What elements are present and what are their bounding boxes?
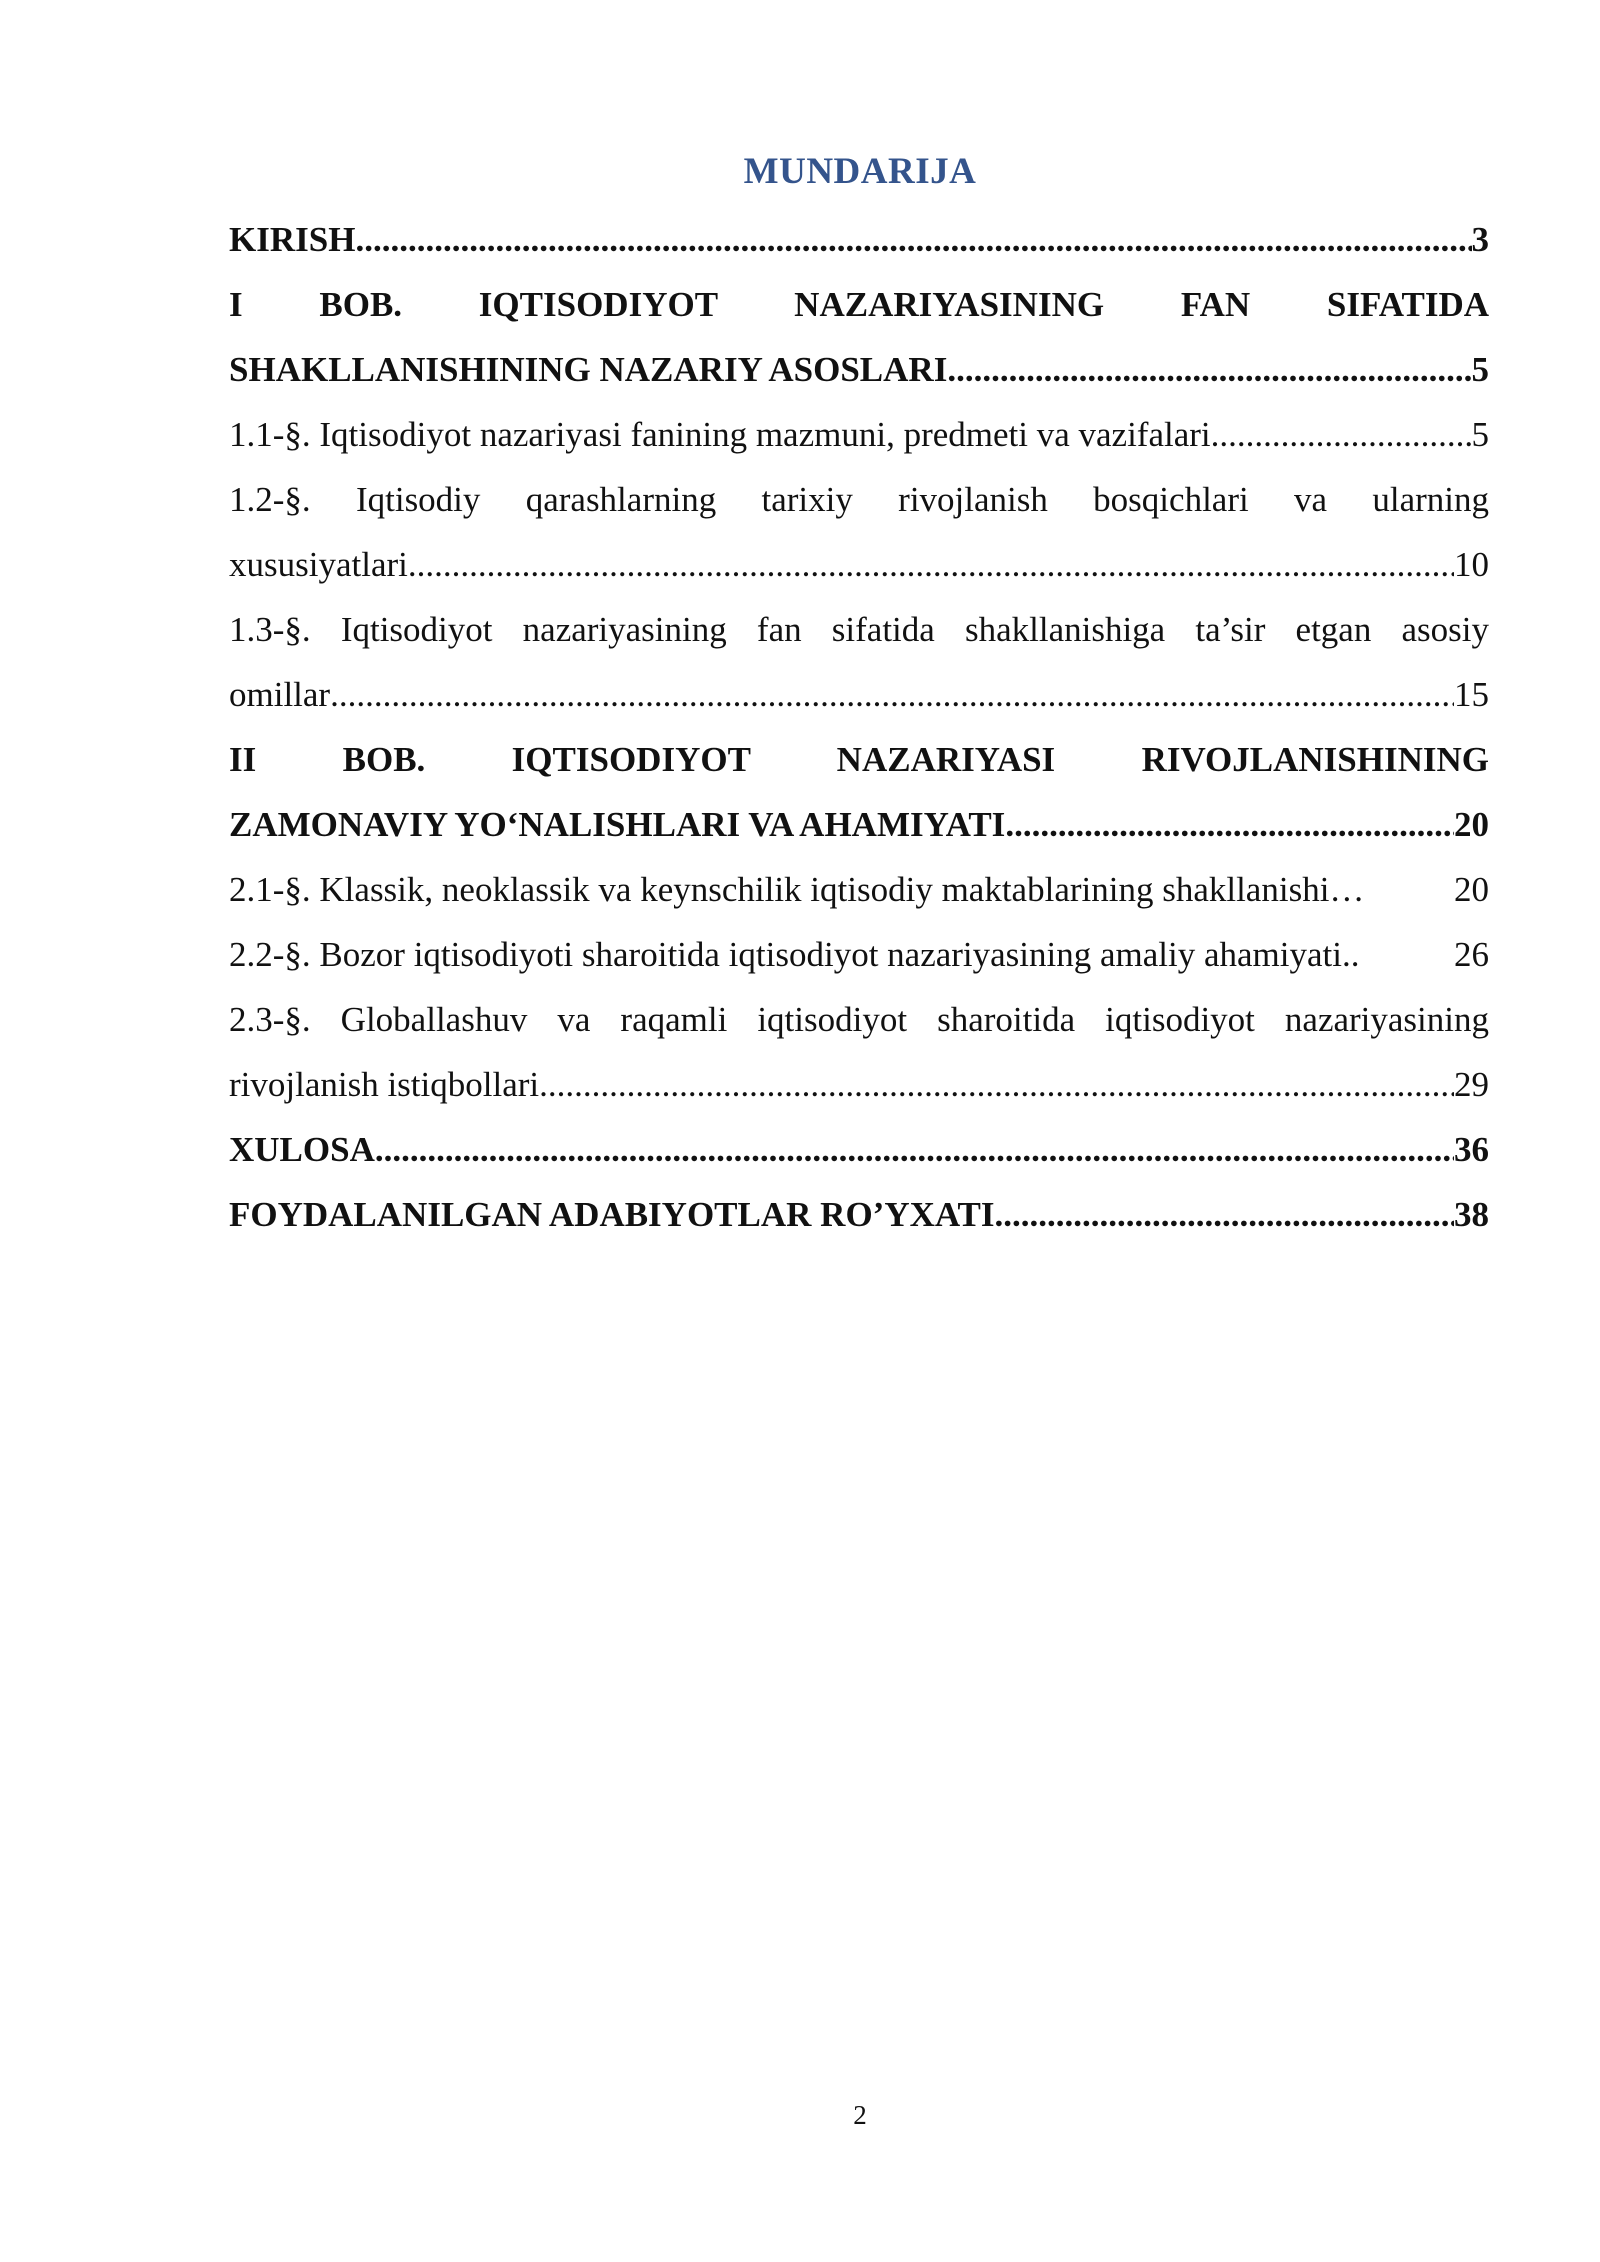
dot-leader [947, 337, 1471, 402]
toc-entry-title-line1: 2.3-§. Globallashuv va raqamli iqtisodiyot sharoitida iqtisodiyot nazariyasining [229, 1000, 1489, 1039]
toc-entry-line [229, 337, 1489, 402]
toc-entry-page: 5 [1471, 350, 1489, 389]
dot-leader [355, 207, 1471, 272]
toc-entry-page: 29 [1454, 1065, 1489, 1104]
toc-entry-page: 36 [1454, 1130, 1489, 1169]
toc-entry-title-line1: 1.2-§. Iqtisodiy qarashlarning tarixiy rivojlanish bosqichlari va ularning [229, 480, 1489, 519]
toc-entry-title-line2: rivojlanish istiqbollari [229, 1065, 540, 1104]
toc-entry-title-line1: I BOB. IQTISODIYOT NAZARIYASINING FAN SIFATIDA [229, 285, 1489, 324]
toc-entry-references[interactable] [229, 1182, 1489, 1247]
toc-entry-page: 5 [1471, 415, 1489, 454]
dot-leader [995, 1182, 1454, 1247]
toc-entry-page: 26 [1454, 935, 1489, 974]
toc-entry-line [229, 1052, 1489, 1117]
toc-entry-title-line2: xususiyatlari [229, 545, 408, 584]
toc-entry-line [229, 402, 1489, 467]
toc-entry-line [229, 857, 1489, 922]
toc-entry-title: 2.1-§. Klassik, neoklassik va keynschilik iqtisodiy maktablarining shakllanishi… [229, 870, 1365, 909]
toc-entry-title: FOYDALANILGAN ADABIYOTLAR RO’YXATI [229, 1195, 995, 1234]
toc-entry-page: 38 [1454, 1195, 1489, 1234]
toc-entry-section-2-2[interactable] [229, 922, 1489, 987]
toc-entry-title-line1: 1.3-§. Iqtisodiyot nazariyasining fan sifatida shakllanishiga ta’sir etgan asosiy [229, 610, 1489, 649]
toc-entry-page: 20 [1454, 805, 1489, 844]
toc-entry-xulosa[interactable] [229, 1117, 1489, 1182]
toc-entry-section-2-1[interactable] [229, 857, 1489, 922]
toc-entry-chapter-1[interactable] [229, 272, 1489, 402]
toc-entry-line [229, 532, 1489, 597]
toc-entry-section-1-2[interactable] [229, 467, 1489, 597]
toc-entry-title: KIRISH [229, 220, 356, 259]
toc-entry-kirish[interactable] [229, 207, 1489, 272]
toc-entry-line [229, 1117, 1489, 1182]
toc-entry-page: 15 [1454, 675, 1489, 714]
toc-entry-title-line2: ZAMONAVIY YO‘NALISHLARI VA AHAMIYATI [229, 805, 1006, 844]
toc-entry-section-1-3[interactable] [229, 597, 1489, 727]
toc-entry-line [229, 792, 1489, 857]
page-number: 2 [853, 2100, 867, 2130]
toc-entry-title-line1: II BOB. IQTISODIYOT NAZARIYASI RIVOJLANISHINING [229, 740, 1489, 779]
toc-entry-title-line2: omillar [229, 675, 331, 714]
toc-entry-line [229, 922, 1489, 987]
toc-entry-line [229, 1182, 1489, 1247]
toc-entry-page: 20 [1454, 870, 1489, 909]
dot-leader [408, 532, 1454, 597]
toc-entry-line [229, 207, 1489, 272]
toc-entry-page: 3 [1471, 220, 1489, 259]
dot-leader [1005, 792, 1454, 857]
dot-leader [375, 1117, 1454, 1182]
toc-entry-section-1-1[interactable] [229, 402, 1489, 467]
table-of-contents [229, 207, 1489, 1247]
dot-leader [539, 1052, 1454, 1117]
dot-leader [1211, 402, 1472, 467]
toc-entry-title: XULOSA [229, 1130, 375, 1169]
dot-leader [330, 662, 1454, 727]
toc-entry-line [229, 662, 1489, 727]
toc-entry-title: 2.2-§. Bozor iqtisodiyoti sharoitida iqtisodiyot nazariyasining amaliy ahamiyati.. [229, 935, 1360, 974]
toc-entry-section-2-3[interactable] [229, 987, 1489, 1117]
toc-entry-page: 10 [1454, 545, 1489, 584]
toc-entry-chapter-2[interactable] [229, 727, 1489, 857]
toc-entry-title: 1.1-§. Iqtisodiyot nazariyasi fanining mazmuni, predmeti va vazifalari [229, 415, 1211, 454]
toc-title: MUNDARIJA [743, 151, 977, 192]
toc-entry-title-line2: SHAKLLANISHINING NAZARIY ASOSLARI [229, 350, 948, 389]
